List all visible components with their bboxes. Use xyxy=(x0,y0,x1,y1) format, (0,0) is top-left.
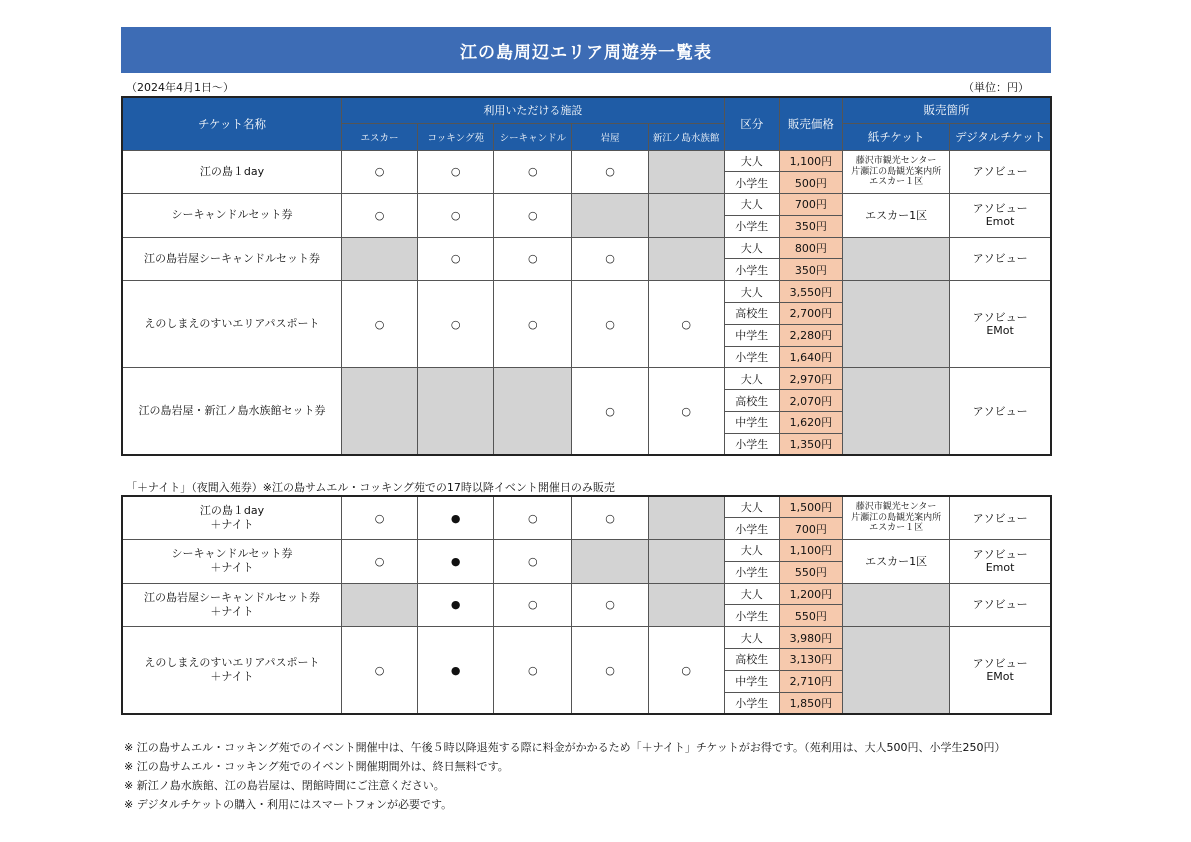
category-cell: 大人 xyxy=(724,237,779,259)
digital-sales-location: アソビュー xyxy=(950,496,1051,540)
category-cell: 大人 xyxy=(724,627,779,649)
circle-icon: ○ xyxy=(572,150,648,194)
price-cell: 1,500円 xyxy=(779,496,842,518)
paper-sales-location: エスカー1区 xyxy=(842,194,949,238)
ticket-table-body xyxy=(122,150,1051,455)
filled-circle-icon: ● xyxy=(418,540,494,584)
circle-icon: ○ xyxy=(418,150,494,194)
category-cell: 小学生 xyxy=(724,172,779,194)
price-cell: 1,850円 xyxy=(779,692,842,714)
category-cell: 中学生 xyxy=(724,670,779,692)
price-cell: 2,280円 xyxy=(779,324,842,346)
category-cell: 小学生 xyxy=(724,518,779,540)
category-cell: 中学生 xyxy=(724,324,779,346)
facility-unavailable xyxy=(494,368,572,455)
circle-icon: ○ xyxy=(341,194,417,238)
ticket-name: 江の島１day ＋ナイト xyxy=(122,496,341,540)
category-cell: 大人 xyxy=(724,496,779,518)
price-cell: 350円 xyxy=(779,259,842,281)
table-row xyxy=(122,281,1051,303)
digital-sales-location: アソビュー xyxy=(950,368,1051,455)
effective-date: （2024年4月1日～） xyxy=(126,81,234,94)
facility-unavailable xyxy=(341,583,417,627)
facility-unavailable xyxy=(418,368,494,455)
ticket-name: えのしまえのすいエリアパスポート ＋ナイト xyxy=(122,627,341,714)
price-cell: 2,970円 xyxy=(779,368,842,390)
category-cell: 小学生 xyxy=(724,259,779,281)
facility-unavailable xyxy=(648,150,724,194)
circle-icon: ○ xyxy=(572,281,648,368)
circle-icon: ○ xyxy=(341,540,417,584)
ticket-name: シーキャンドルセット券 ＋ナイト xyxy=(122,540,341,584)
facility-unavailable xyxy=(648,540,724,584)
night-ticket-table-body xyxy=(122,496,1051,714)
circle-icon: ○ xyxy=(418,281,494,368)
paper-unavailable xyxy=(842,281,949,368)
table-row xyxy=(122,150,1051,172)
header-price: 販売価格 xyxy=(779,97,842,150)
circle-icon: ○ xyxy=(418,237,494,281)
ticket-name: 江の島岩屋シーキャンドルセット券 ＋ナイト xyxy=(122,583,341,627)
table-row xyxy=(122,540,1051,562)
price-cell: 1,350円 xyxy=(779,433,842,455)
price-cell: 700円 xyxy=(779,194,842,216)
note-item: ※ 新江ノ島水族館、江の島岩屋は、閉館時間にご注意ください。 xyxy=(124,779,445,792)
circle-icon: ○ xyxy=(341,496,417,540)
note-item: ※ 江の島サムエル・コッキング苑でのイベント開催中は、午後５時以降退苑する際に料金がかかるため「＋ナイト」チケットがお得です。（苑利用は、大人500円、小学生250円） xyxy=(124,741,1006,754)
price-cell: 1,100円 xyxy=(779,150,842,172)
circle-icon: ○ xyxy=(648,368,724,455)
circle-icon: ○ xyxy=(341,281,417,368)
night-ticket-table xyxy=(121,495,1052,715)
price-cell: 800円 xyxy=(779,237,842,259)
price-cell: 3,550円 xyxy=(779,281,842,303)
price-cell: 3,130円 xyxy=(779,649,842,671)
circle-icon: ○ xyxy=(494,583,572,627)
category-cell: 小学生 xyxy=(724,692,779,714)
category-cell: 高校生 xyxy=(724,649,779,671)
circle-icon: ○ xyxy=(572,237,648,281)
night-section-title: 「＋ナイト」（夜間入苑券）※江の島サムエル・コッキング苑での17時以降イベント開催日のみ販売 xyxy=(126,481,615,494)
facility-unavailable xyxy=(341,368,417,455)
category-cell: 小学生 xyxy=(724,605,779,627)
circle-icon: ○ xyxy=(494,281,572,368)
filled-circle-icon: ● xyxy=(418,627,494,714)
price-cell: 350円 xyxy=(779,215,842,237)
paper-sales-location: 藤沢市観光センター 片瀬江の島観光案内所 エスカー１区 xyxy=(842,150,949,194)
ticket-name: 江の島岩屋・新江ノ島水族館セット券 xyxy=(122,368,341,455)
digital-sales-location: アソビュー xyxy=(950,583,1051,627)
circle-icon: ○ xyxy=(572,583,648,627)
header-category: 区分 xyxy=(724,97,779,150)
note-item: ※ 江の島サムエル・コッキング苑でのイベント開催期間外は、終日無料です。 xyxy=(124,760,509,773)
header-facility: 岩屋 xyxy=(572,123,648,150)
price-cell: 1,640円 xyxy=(779,346,842,368)
ticket-table xyxy=(121,96,1052,456)
category-cell: 小学生 xyxy=(724,433,779,455)
circle-icon: ○ xyxy=(494,540,572,584)
page-title: 江の島周辺エリア周遊券一覧表 xyxy=(460,42,712,63)
facility-unavailable xyxy=(341,237,417,281)
circle-icon: ○ xyxy=(494,194,572,238)
circle-icon: ○ xyxy=(494,150,572,194)
category-cell: 大人 xyxy=(724,281,779,303)
facility-unavailable xyxy=(648,583,724,627)
ticket-name: 江の島１day xyxy=(122,150,341,194)
unit-note: （単位：円） xyxy=(963,81,1029,94)
price-cell: 700円 xyxy=(779,518,842,540)
table-row xyxy=(122,237,1051,259)
price-cell: 550円 xyxy=(779,605,842,627)
header-digital: デジタルチケット xyxy=(950,123,1051,150)
facility-unavailable xyxy=(648,496,724,540)
category-cell: 高校生 xyxy=(724,390,779,412)
digital-sales-location: アソビュー EMot xyxy=(950,627,1051,714)
price-cell: 1,100円 xyxy=(779,540,842,562)
header-facility: 新江ノ島水族館 xyxy=(648,123,724,150)
note-item: ※ デジタルチケットの購入・利用にはスマートフォンが必要です。 xyxy=(124,798,453,811)
circle-icon: ○ xyxy=(572,496,648,540)
circle-icon: ○ xyxy=(494,496,572,540)
circle-icon: ○ xyxy=(494,627,572,714)
facility-unavailable xyxy=(572,540,648,584)
facility-unavailable xyxy=(572,194,648,238)
ticket-name: シーキャンドルセット券 xyxy=(122,194,341,238)
digital-sales-location: アソビュー xyxy=(950,150,1051,194)
table-row xyxy=(122,496,1051,518)
category-cell: 小学生 xyxy=(724,215,779,237)
paper-sales-location: エスカー1区 xyxy=(842,540,949,584)
circle-icon: ○ xyxy=(648,281,724,368)
table-row xyxy=(122,627,1051,649)
paper-sales-location: 藤沢市観光センター 片瀬江の島観光案内所 エスカー１区 xyxy=(842,496,949,540)
price-cell: 2,070円 xyxy=(779,390,842,412)
category-cell: 大人 xyxy=(724,583,779,605)
table-row xyxy=(122,583,1051,605)
paper-unavailable xyxy=(842,627,949,714)
category-cell: 小学生 xyxy=(724,561,779,583)
paper-unavailable xyxy=(842,583,949,627)
price-cell: 1,200円 xyxy=(779,583,842,605)
paper-unavailable xyxy=(842,237,949,281)
price-cell: 2,700円 xyxy=(779,303,842,325)
category-cell: 中学生 xyxy=(724,412,779,434)
digital-sales-location: アソビュー EMot xyxy=(950,281,1051,368)
circle-icon: ○ xyxy=(418,194,494,238)
header-paper: 紙チケット xyxy=(842,123,949,150)
ticket-name: えのしまえのすいエリアパスポート xyxy=(122,281,341,368)
price-cell: 550円 xyxy=(779,561,842,583)
category-cell: 大人 xyxy=(724,368,779,390)
price-cell: 3,980円 xyxy=(779,627,842,649)
circle-icon: ○ xyxy=(572,368,648,455)
notes xyxy=(124,738,1005,814)
category-cell: 大人 xyxy=(724,150,779,172)
circle-icon: ○ xyxy=(494,237,572,281)
header-sales: 販売箇所 xyxy=(842,97,1051,123)
digital-sales-location: アソビュー Emot xyxy=(950,194,1051,238)
table-row xyxy=(122,368,1051,390)
facility-unavailable xyxy=(648,194,724,238)
category-cell: 小学生 xyxy=(724,346,779,368)
category-cell: 高校生 xyxy=(724,303,779,325)
paper-unavailable xyxy=(842,368,949,455)
page-title-banner xyxy=(121,27,1051,73)
category-cell: 大人 xyxy=(724,540,779,562)
circle-icon: ○ xyxy=(572,627,648,714)
circle-icon: ○ xyxy=(648,627,724,714)
header-facility: シーキャンドル xyxy=(494,123,572,150)
filled-circle-icon: ● xyxy=(418,496,494,540)
header-ticket-name: チケット名称 xyxy=(122,97,341,150)
circle-icon: ○ xyxy=(341,627,417,714)
category-cell: 大人 xyxy=(724,194,779,216)
price-cell: 1,620円 xyxy=(779,412,842,434)
digital-sales-location: アソビュー xyxy=(950,237,1051,281)
circle-icon: ○ xyxy=(341,150,417,194)
digital-sales-location: アソビュー Emot xyxy=(950,540,1051,584)
ticket-name: 江の島岩屋シーキャンドルセット券 xyxy=(122,237,341,281)
facility-unavailable xyxy=(648,237,724,281)
price-cell: 2,710円 xyxy=(779,670,842,692)
header-facility: エスカー xyxy=(341,123,417,150)
header-facilities: 利用いただける施設 xyxy=(341,97,724,123)
table-row xyxy=(122,194,1051,216)
header-facility: コッキング苑 xyxy=(418,123,494,150)
filled-circle-icon: ● xyxy=(418,583,494,627)
price-cell: 500円 xyxy=(779,172,842,194)
